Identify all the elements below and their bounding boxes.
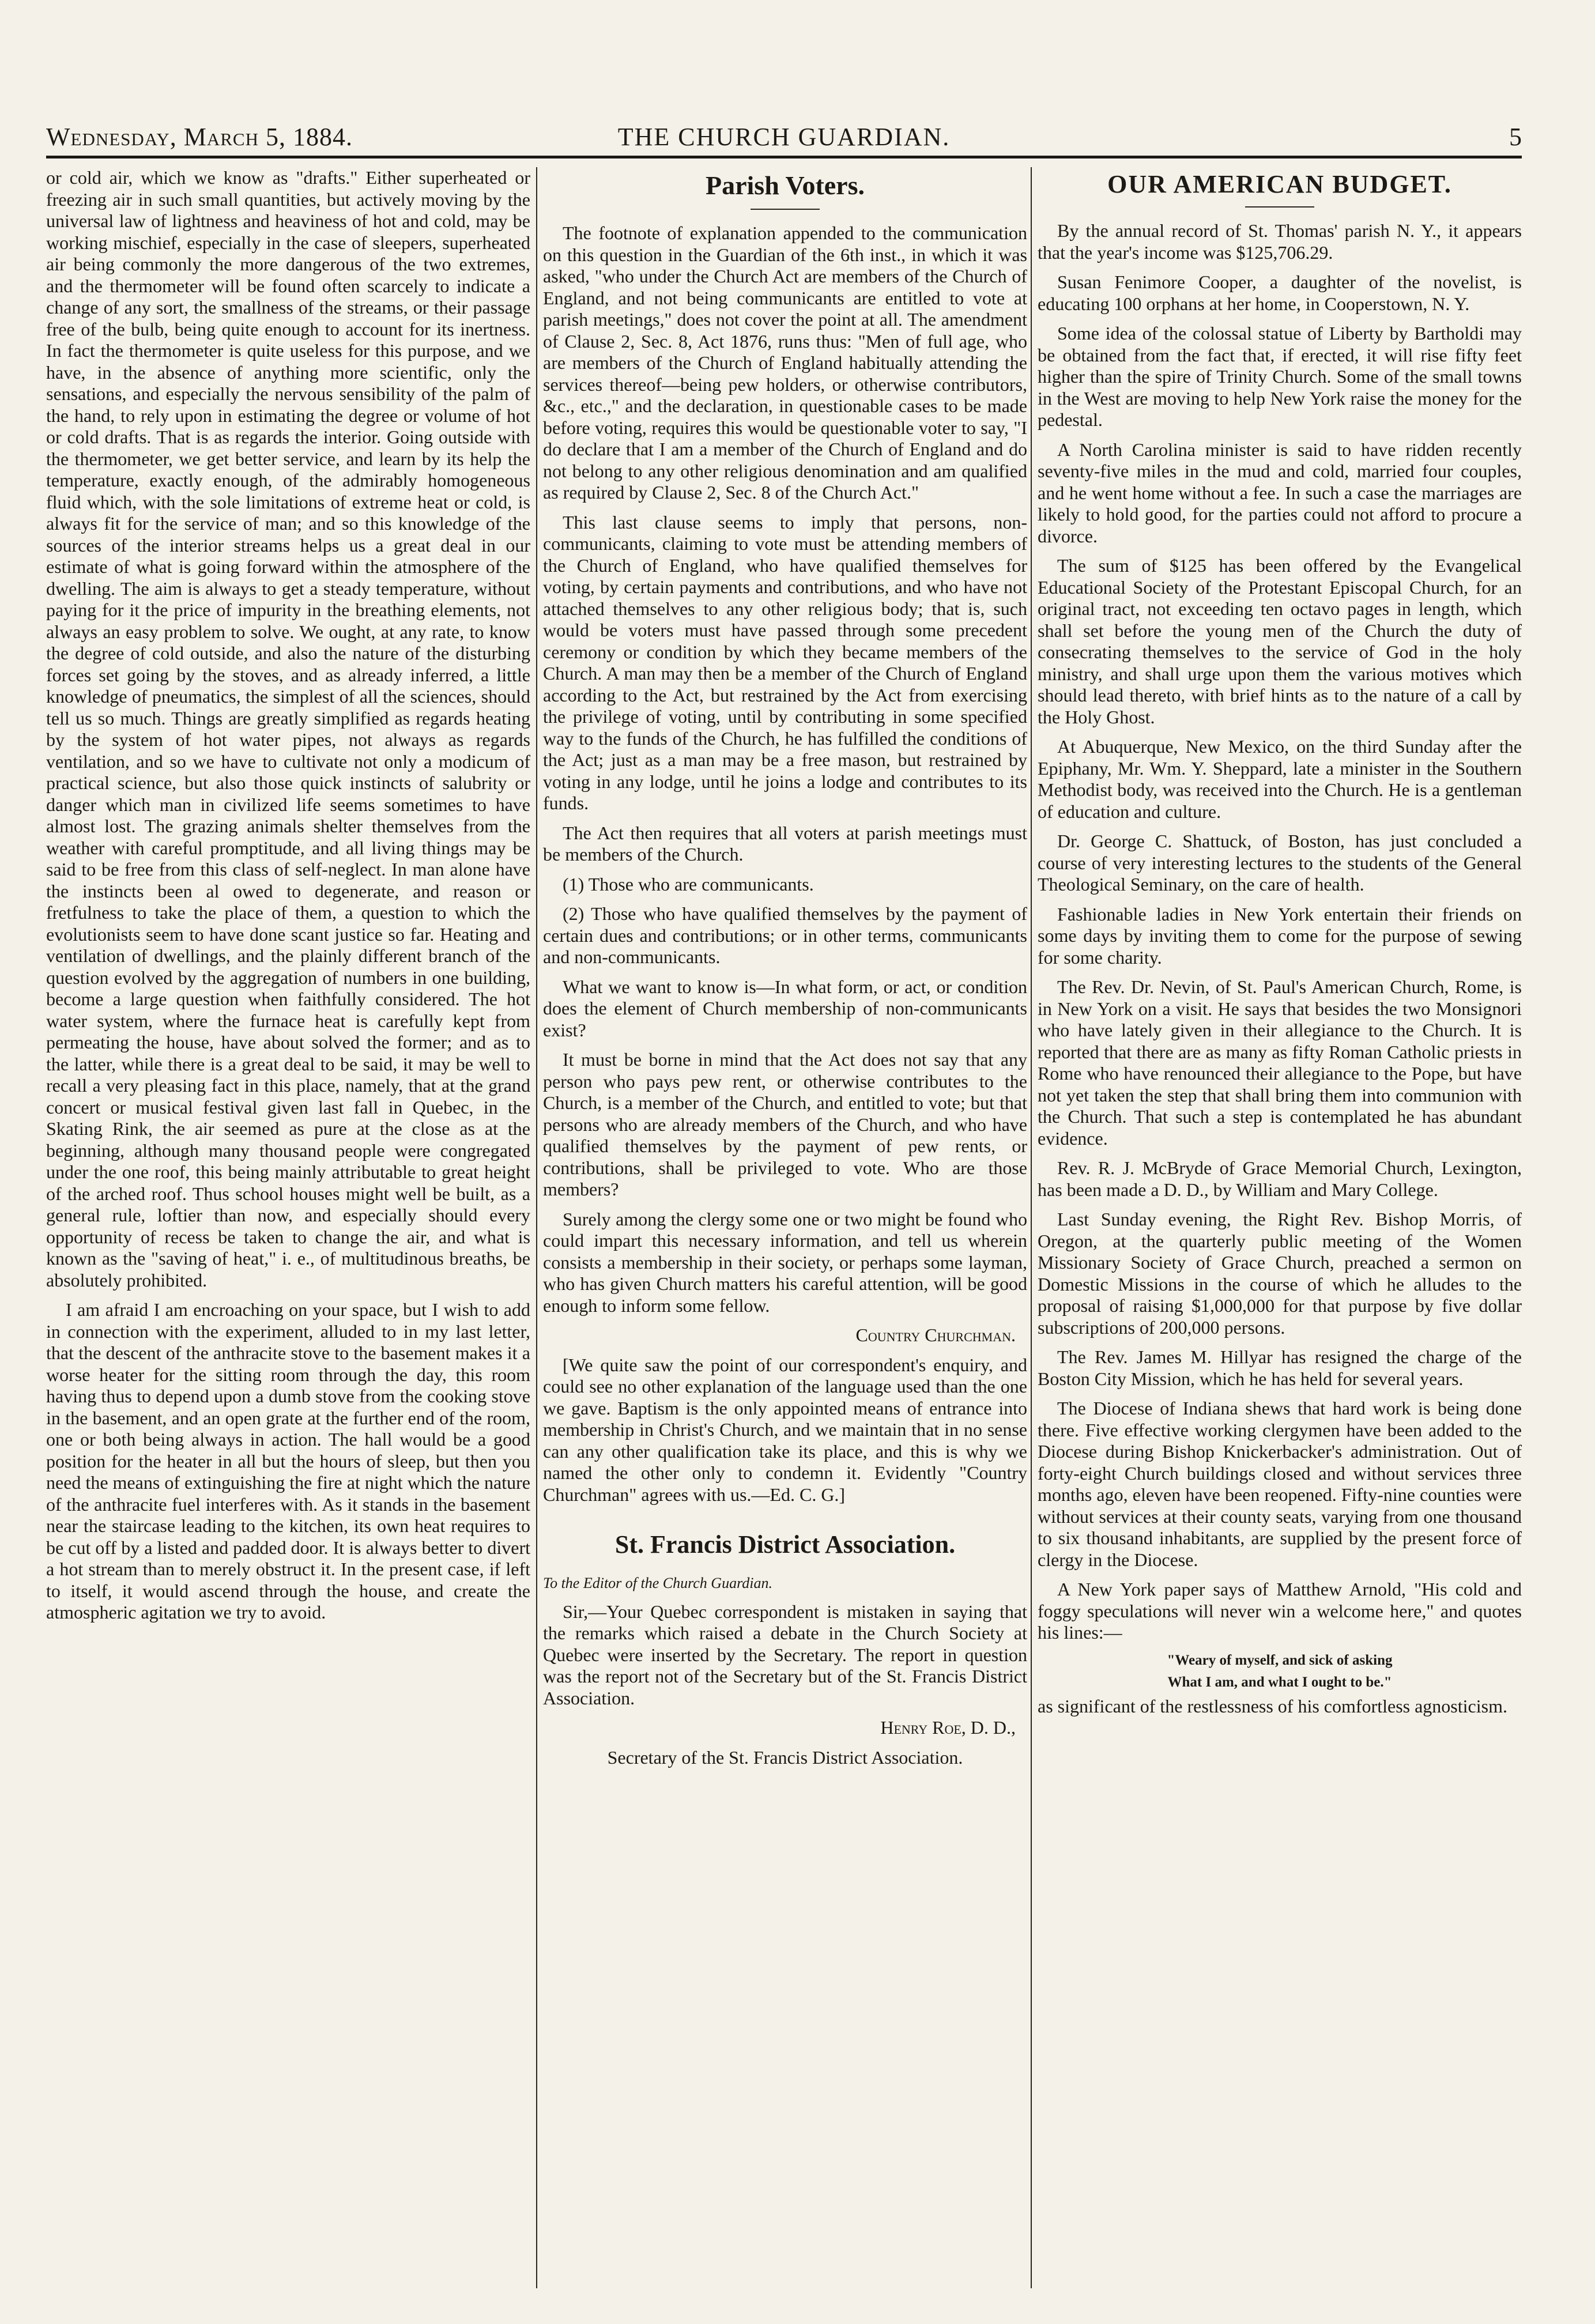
news-item: The Rev. Dr. Nevin, of St. Paul's American Church, Rome, is in New York on a visit. He says that besides the two Monsignori who have lately given in their allegiance to the Church. It is reported that there are as many as fifty Roman Catholic priests in Rome who have renounced their allegiance to the Pope, but have not yet taken the step that shall bring them into communion with the Church. That such a step is contemplated he has abundant evidence. — [1038, 976, 1522, 1149]
news-item: At Abuquerque, New Mexico, on the third Sunday after the Epiphany, Mr. Wm. Y. Sheppard, late a minister in the Southern Methodist body, was received into the Church. He is a gentleman of education and culture. — [1038, 736, 1522, 822]
news-item: Last Sunday evening, the Right Rev. Bishop Morris, of Oregon, at the quarterly public meeting of the Women Missionary Society of Grace Church, preached a sermon on Domestic Missions in the course of which he alludes to the proposal of raising $1,000,000 for that purpose by five dollar subscriptions of 200,000 persons. — [1038, 1209, 1522, 1338]
article-paragraph: The Act then requires that all voters at parish meetings must be members of the Church. — [543, 822, 1027, 865]
editor-note: [We quite saw the point of our correspondent's enquiry, and could see no other explanation of the language used than the one we gave. Baptism is the only appointed means of entrance into membership in Christ's Church, and we maintain that in no sense can any other qualification take its place, and this is why we named the other only to condemn it. Evidently "Country Churchman" agrees with us.—Ed. C. G.] — [543, 1354, 1027, 1505]
news-item: By the annual record of St. Thomas' parish N. Y., it appears that the year's income was $125,706.29. — [1038, 220, 1522, 263]
article-paragraph: This last clause seems to imply that persons, non-communicants, claiming to vote must be attending members of the Church of England, who have qualified themselves for voting, by certain payments and contributions, and who have not attached themselves to any other religious body; that is, such would be voters must have passed through some precedent ceremony or condition by which they became members of the Church. A man may then be a member of the Church of England according to the Act, but restrained by the Act from exercising the privilege of voting, until by contributing in some specified way to the funds of the Church, he has fulfilled the conditions of the Act; just as a man may be a free mason, but restrained by voting in any lodge, until he joins a lodge and contributes to its funds. — [543, 511, 1027, 813]
issue-date: Wednesday, March 5, 1884. — [46, 123, 353, 151]
article-paragraph: The footnote of explanation appended to the communication on this question in the Guardian of the 6th inst., in which it was asked, "who under the Church Act are members of the Church of England, and not being communicants are entitled to vote at parish meetings," does not cover the point at all. The amendment of Clause 2, Sec. 8, Act 1876, runs thus: "Men of full age, who are members of the Church of England habitually attending the services thereof—being pew holders, or otherwise contributors, &c., etc.," and the declaration, in questionable cases to be made before voting, requires this would be questionable voter to say, "I do declare that I am a member of the Church of England and do not belong to any other religious denomination and am qualified as required by Clause 2, Sec. 8 of the Church Act." — [543, 222, 1027, 503]
news-item: Fashionable ladies in New York entertain their friends on some days by inviting them to come for the purpose of sewing for some charity. — [1038, 903, 1522, 968]
news-item: The Diocese of Indiana shews that hard work is being done there. Five effective working clergymen have been added to the Diocese during Bishop Knickerbacker's administration. Out of forty-eight Church buildings closed and without services three months ago, eleven have been reopened. Fifty-nine counties were without services at their county seats, varying from one thousand to six thousand inhabitants, are supplied by the present force of clergy in the Diocese. — [1038, 1398, 1522, 1570]
signature: Country Churchman. — [855, 1325, 1016, 1345]
poem-quote-line: "Weary of myself, and sick of asking — [1167, 1652, 1393, 1668]
column-1-article — [46, 167, 530, 2288]
article-paragraph: or cold air, which we know as "drafts." Either superheated or freezing air in such small quantities, but actively moving by the universal law of lightness and heaviness of hot and cold, may be working mischief, especially in the case of sleepers, superheated air being commonly the more dangerous of the two extremes, and the thermometer will be found often scarcely to indicate a change of any sort, the smallness of the streams, or their passage free of the bulb, being quite enough to account for its inertness. In fact the thermometer is quite useless for this purpose, and we have, in the absence of anything more scientific, only the sensations, and especially the nervous sensibility of the palm of the hand, to rely upon in estimating the degree or volume of hot or cold drafts. That is as regards the interior. Going outside with the thermometer, we get better service, and learn by its help the temperature, exactly enough, of the admirably homogeneous fluid which, with the sole limitations of extreme heat or cold, is always fit for the service of man; and so this knowledge of the sources of the interior streams helps us a great deal in our estimate of what is going forward within the atmosphere of the dwelling. The aim is always to get a steady temperature, without paying for it the price of impurity in the breathing elements, not always an easy problem to solve. We ought, at any rate, to know the degree of cold outside, and also the nature of the disturbing forces set going by the stoves, and as already inferred, a little knowledge of pneumatics, the simplest of all the sciences, should tell us so much. Things are greatly simplified as regards heating by the system of hot water pipes, not always as regards ventilation, and so we have to cultivate not only a modicum of practical science, but also those quick instincts of salubrity or danger which man in civilized life seems sometimes to have almost lost. The grazing animals shelter themselves from the weather with careful promptitude, and all living things may be said to be free from this class of self-neglect. In man alone have the instincts been al owed to degenerate, and reason or fretfulness to take the place of them, a question to which the evolutionists seem to have done scant justice so far. Heating and ventilation of dwellings, and the plainly different branch of the question evolved by the aggregation of numbers in one building, become a large question when faithfully considered. The hot water system, where the furnace heat is carefully kept from permeating the house, have about solved the former; and as to the latter, while there is a great deal to be said, it may be well to recall a very pleasing fact in this place, namely, that at the grand concert or musical festival given last fall in Quebec, in the Skating Rink, the air seemed as pure at the close as at the beginning, although many thousand people were congregated under the one roof, this being mainly attributable to great height of the arched roof. Thus school houses might well be built, as a general rule, loftier than now, and especially should every opportunity of recess be taken to change the air, and what is known as the "saving of heat," i. e., of multitudinous breaths, be absolutely prohibited. — [46, 167, 530, 1291]
article-heading-american-budget: OUR AMERICAN BUDGET. — [1107, 170, 1452, 198]
heading-rule — [751, 209, 820, 210]
heading-rule — [1245, 206, 1314, 207]
article-paragraph: Surely among the clergy some one or two might be found who could impart this necessary information, and tell us wherein consists a membership in their society, or perhaps some layman, who has given Church matters his careful attention, will be good enough to inform some fellow. — [543, 1208, 1027, 1316]
column-divider — [1031, 167, 1032, 2288]
news-item: A New York paper says of Matthew Arnold, "His cold and foggy speculations will never win a welcome here," and quotes his lines:— — [1038, 1579, 1522, 1643]
news-item: as significant of the restlessness of his comfortless agnosticism. — [1038, 1695, 1507, 1716]
news-item: Some idea of the colossal statue of Liberty by Bartholdi may be obtained from the fact that, if erected, it will rise fifty feet higher than the spire of Trinity Church. Some of the small towns in the West are moving to help New York raise the money for the pedestal. — [1038, 323, 1522, 430]
article-heading-parish-voters: Parish Voters. — [706, 171, 865, 200]
article-heading-st-francis: St. Francis District Association. — [614, 1530, 956, 1559]
salutation: To the Editor of the Church Guardian. — [543, 1575, 772, 1591]
news-item: A North Carolina minister is said to have ridden recently seventy-five miles in the mud and cold, married four couples, and he went home without a fee. In such a case the marriages are likely to hold good, for the parties could not afford to procure a divorce. — [1038, 439, 1522, 546]
signature: Henry Roe, D. D., — [880, 1717, 1016, 1738]
article-paragraph: Sir,—Your Quebec correspondent is mistaken in saying that the remarks which raised a debate in the Church Society at Quebec were inserted by the Secretary. The report in question was the report not of the Secretary but of the St. Francis District Association. — [543, 1601, 1027, 1708]
article-paragraph: It must be borne in mind that the Act does not say that any person who pays pew rent, or otherwise contributes to the Church, is a member of the Church, and entitled to vote; but that persons who are already members of the Church, and who have qualified themselves by the payment of pew rents, or contributions, shall be privileged to vote. Who are those members? — [543, 1049, 1027, 1199]
article-paragraph: (2) Those who have qualified themselves by the payment of certain dues and contributions; or in other terms, communicants and non-communicants. — [543, 903, 1027, 967]
news-item: Dr. George C. Shattuck, of Boston, has just concluded a course of very interesting lectures to the students of the General Theological Seminary, on the care of health. — [1038, 831, 1522, 895]
article-paragraph: I am afraid I am encroaching on your space, but I wish to add in connection with the experiment, alluded to in my last letter, that the descent of the anthracite stove to the basement makes it a worse heater for the sitting room through the day, this room having thus to depend upon a dumb stove from the cooking stove in the basement, and an open grate at the further end of the room, one or both being always in action. The hall would be a good position for the heater in all but the hours of sleep, but then you need the means of extinguishing the fire at night which the nature of the anthracite fuel interferes with. As it stands in the basement near the staircase leading to the kitchen, its own heat requires to be cut off by a listed and padded door. It is always better to divert a hot stream than to merely obstruct it. In the present case, if left to itself, it would ascend through the house, and create the atmospheric agitation we try to avoid. — [46, 1299, 530, 1623]
news-item: Rev. R. J. McBryde of Grace Memorial Church, Lexington, has been made a D. D., by William and Mary College. — [1038, 1157, 1522, 1200]
news-item: Susan Fenimore Cooper, a daughter of the novelist, is educating 100 orphans at her home, in Cooperstown, N. Y. — [1038, 271, 1522, 314]
signature-title: Secretary of the St. Francis District Association. — [607, 1746, 963, 1768]
column-2-articles — [543, 167, 1027, 2288]
newspaper-title: THE CHURCH GUARDIAN. — [617, 123, 951, 151]
page-number: 5 — [1509, 123, 1522, 151]
column-divider — [536, 167, 537, 2288]
news-item: The sum of $125 has been offered by the Evangelical Educational Society of the Protestant Episcopal Church, for an original tract, not exceeding ten octavo pages in length, which shall set before the young men of the Church the duty of consecrating themselves to the service of God in the holy ministry, and shall urge upon them the various motives which should lead thereto, with brief hints as to the nature of a call by the Holy Ghost. — [1038, 555, 1522, 727]
news-item: The Rev. James M. Hillyar has resigned the charge of the Boston City Mission, which he has held for several years. — [1038, 1346, 1522, 1389]
poem-quote-line: What I am, and what I ought to be." — [1167, 1674, 1392, 1690]
masthead — [46, 121, 1522, 159]
article-paragraph: What we want to know is—In what form, or act, or condition does the element of Church membership of non-communicants exist? — [543, 976, 1027, 1040]
article-paragraph: (1) Those who are communicants. — [563, 873, 814, 895]
column-3-budget — [1038, 167, 1522, 2288]
